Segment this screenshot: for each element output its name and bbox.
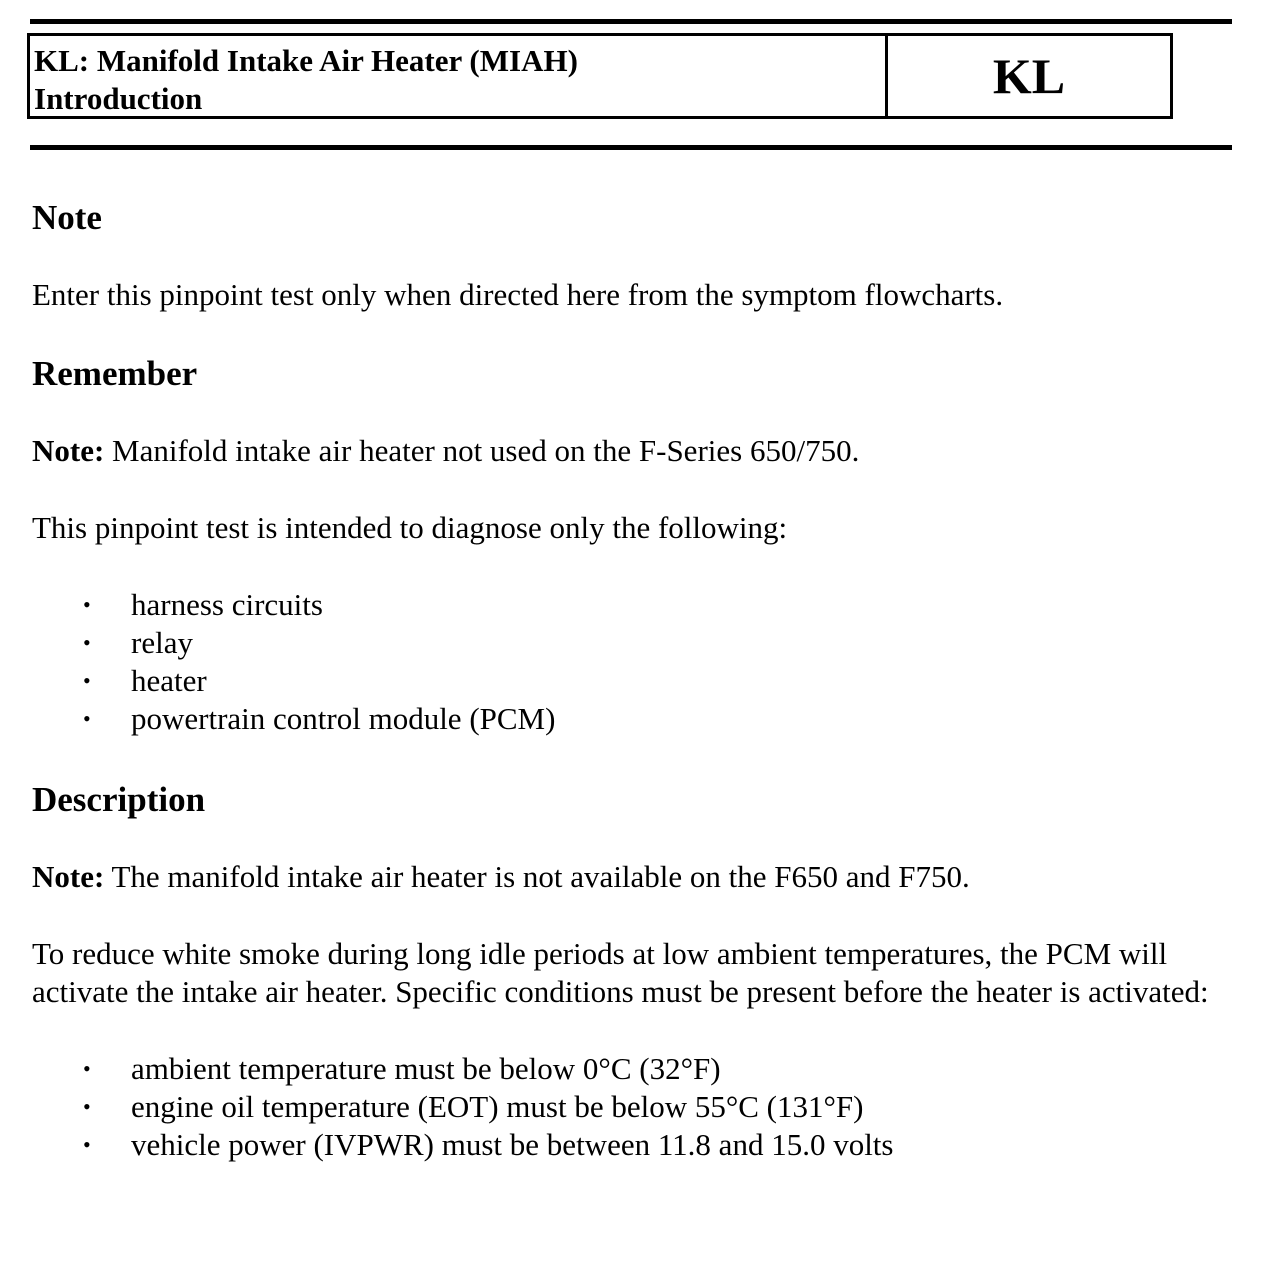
header-code: KL [992,48,1066,104]
list-item: • vehicle power (IVPWR) must be between 11.8 and 15.0 volts [83,1127,894,1162]
remember-note [32,432,1232,470]
list-item: • harness circuits [83,587,323,622]
list-item: • relay [83,625,193,660]
bullet-glyph: • [83,1132,91,1157]
bullet-glyph: • [83,1094,91,1119]
header-title-line1: KL: Manifold Intake Air Heater (MIAH) [34,43,578,78]
remember-note-label: Note: [32,433,105,468]
description-note-label: Note: [32,859,105,894]
document-body [32,196,1232,1164]
bullet-glyph: • [83,1056,91,1081]
description-note-text: The manifold intake air heater is not available on the F650 and F750. [104,859,970,894]
note-text: Enter this pinpoint test only when directed here from the symptom flowcharts. [32,277,1004,312]
header-title-line2: Introduction [34,81,203,116]
remember-heading: Remember [32,354,198,393]
remember-note-text: Manifold intake air heater not used on the F-Series 650/750. [104,433,860,468]
list-item: • heater [83,663,207,698]
list-item: • engine oil temperature (EOT) must be below 55°C (131°F) [83,1089,864,1124]
header-title [30,36,888,116]
list-item: • ambient temperature must be below 0°C (32°F) [83,1051,721,1086]
bullet-glyph: • [83,668,91,693]
list-item: • powertrain control module (PCM) [83,701,556,736]
header-bottom-rule [30,145,1232,150]
remember-list [32,586,1232,738]
header-box [27,33,1173,119]
remember-intro: This pinpoint test is intended to diagnose only the following: [32,510,788,545]
description-paragraph: To reduce white smoke during long idle periods at low ambient temperatures, the PCM will activate the intake air heater. Specific conditions must be present before the heater is activated: [32,936,1209,1009]
description-heading: Description [32,780,206,819]
description-list [32,1050,1232,1164]
bullet-glyph: • [83,706,91,731]
bullet-glyph: • [83,630,91,655]
top-rule [30,19,1232,24]
description-note [32,858,1232,896]
note-heading: Note [32,198,102,237]
bullet-glyph: • [83,592,91,617]
